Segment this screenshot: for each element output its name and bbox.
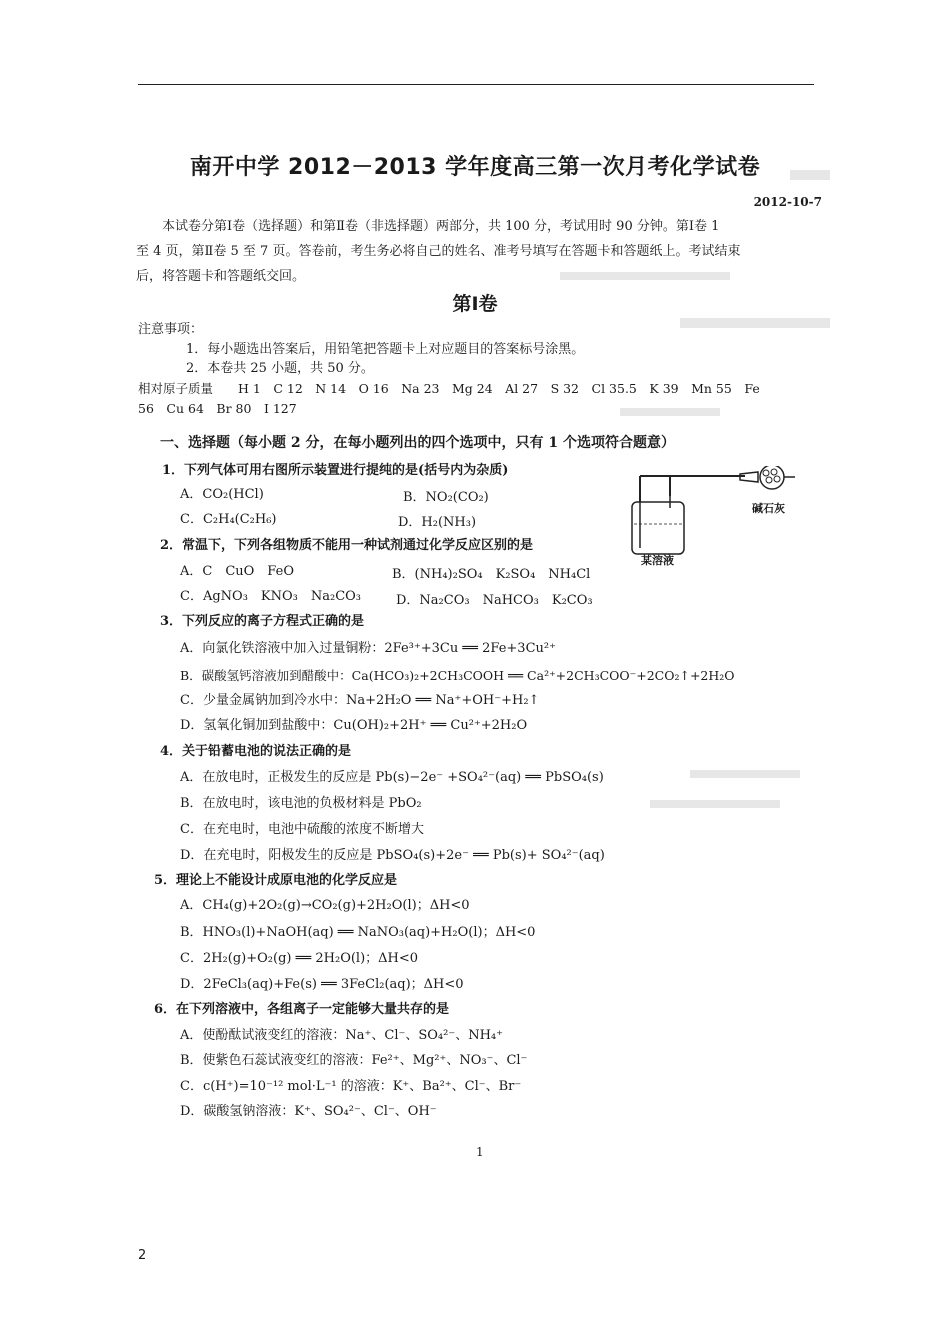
intro-line-3: 后，将答题卡和答题纸交回。 (136, 269, 306, 284)
apparatus-label-soda-lime: 碱石灰 (752, 502, 785, 515)
question-6-option-b: B．使紫色石蕊试液变红的溶液：Fe²⁺、Mg²⁺、NO₃⁻、Cl⁻ (180, 1053, 528, 1068)
question-5-stem: 5．理论上不能设计成原电池的化学反应是 (154, 873, 398, 888)
question-4-option-c: C．在充电时，电池中硫酸的浓度不断增大 (180, 822, 424, 837)
question-1-option-d: D．H₂(NH₃) (398, 515, 477, 530)
question-1-option-a: A．CO₂(HCl) (180, 487, 264, 502)
document-page-number: 2 (138, 1248, 147, 1263)
page-number: 1 (476, 1145, 484, 1159)
atomic-masses-1: 相对原子质量 H 1 C 12 N 14 O 16 Na 23 Mg 24 Al 27 S 32 Cl 35.5 K 39 Mn 55 Fe (138, 381, 760, 396)
question-2-option-b: B．(NH₄)₂SO₄ K₂SO₄ NH₄Cl (392, 567, 591, 582)
question-3-option-b: B．碳酸氢钙溶液加到醋酸中：Ca(HCO₃)₂+2CH₃COOH ══ Ca²⁺+2CH₃COO⁻+2CO₂↑+2H₂O (180, 668, 735, 683)
exam-date: 2012-10-7 (753, 195, 822, 209)
question-2-option-c: C．AgNO₃ KNO₃ Na₂CO₃ (180, 589, 362, 604)
scan-smudge (680, 318, 830, 328)
question-3-stem: 3．下列反应的离子方程式正确的是 (160, 614, 365, 629)
question-3-option-c: C．少量金属钠加到冷水中：Na+2H₂O ══ Na⁺+OH⁻+H₂↑ (180, 693, 540, 708)
question-4-stem: 4．关于铅蓄电池的说法正确的是 (160, 744, 352, 759)
question-2-option-a: A．C CuO FeO (180, 564, 294, 579)
question-4-option-d: D．在充电时，阳极发生的反应是 PbSO₄(s)+2e⁻ ══ Pb(s)+ SO₄²⁻(aq) (180, 848, 605, 863)
question-2-option-d: D．Na₂CO₃ NaHCO₃ K₂CO₃ (396, 593, 593, 608)
intro-line-2: 至 4 页，第Ⅱ卷 5 至 7 页。答卷前，考生务必将自己的姓名、准考号填写在答题卡和答题纸上。考试结束 (136, 244, 741, 259)
exam-instructions (136, 214, 824, 289)
part-heading: 一、选择题（每小题 2 分，在每小题列出的四个选项中，只有 1 个选项符合题意） (160, 435, 675, 451)
scan-smudge (650, 800, 780, 808)
note-1: 1．每小题选出答案后，用铅笔把答题卡上对应题目的答案标号涂黑。 (186, 342, 585, 357)
question-5-option-c: C．2H₂(g)+O₂(g) ══ 2H₂O(l)；ΔH<0 (180, 951, 419, 966)
question-3-option-a: A．向氯化铁溶液中加入过量铜粉：2Fe³⁺+3Cu ══ 2Fe+3Cu²⁺ (180, 641, 556, 656)
note-2: 2．本卷共 25 小题，共 50 分。 (186, 361, 374, 376)
question-5-option-b: B．HNO₃(l)+NaOH(aq) ══ NaNO₃(aq)+H₂O(l)；ΔH<0 (180, 925, 536, 940)
question-6-stem: 6．在下列溶液中，各组离子一定能够大量共存的是 (154, 1002, 450, 1017)
question-1-option-b: B．NO₂(CO₂) (403, 490, 489, 505)
section-title: 第Ⅰ卷 (452, 293, 498, 315)
question-4-option-b: B．在放电时，该电池的负极材料是 PbO₂ (180, 796, 422, 811)
question-5-option-d: D．2FeCl₃(aq)+Fe(s) ══ 3FeCl₂(aq)；ΔH<0 (180, 977, 464, 992)
top-rule (138, 84, 814, 85)
notes-heading: 注意事项： (138, 322, 204, 337)
question-2-stem: 2．常温下，下列各组物质不能用一种试剂通过化学反应区别的是 (160, 538, 534, 553)
question-3-option-d: D．氢氧化铜加到盐酸中：Cu(OH)₂+2H⁺ ══ Cu²⁺+2H₂O (180, 718, 528, 733)
atomic-masses-2: 56 Cu 64 Br 80 I 127 (138, 401, 297, 416)
scan-smudge (620, 408, 720, 416)
exam-title: 南开中学 2012－2013 学年度高三第一次月考化学试卷 (189, 155, 761, 180)
question-6-option-d: D．碳酸氢钠溶液：K⁺、SO₄²⁻、Cl⁻、OH⁻ (180, 1104, 437, 1119)
question-1-stem: 1．下列气体可用右图所示装置进行提纯的是(括号内为杂质) (162, 463, 509, 478)
question-6-option-a: A．使酚酞试液变红的溶液：Na⁺、Cl⁻、SO₄²⁻、NH₄⁺ (180, 1028, 503, 1043)
gas-washing-apparatus-figure (630, 466, 800, 566)
question-1-option-c: C．C₂H₄(C₂H₆) (180, 512, 277, 527)
scan-smudge (690, 770, 800, 778)
question-5-option-a: A．CH₄(g)+2O₂(g)→CO₂(g)+2H₂O(l)；ΔH<0 (180, 898, 470, 913)
intro-line-1: 本试卷分第Ⅰ卷（选择题）和第Ⅱ卷（非选择题）两部分，共 100 分，考试用时 90 分钟。第Ⅰ卷 1 (162, 219, 720, 234)
question-4-option-a: A．在放电时，正极发生的反应是 Pb(s)−2e⁻ +SO₄²⁻(aq) ══ PbSO₄(s) (180, 770, 604, 785)
question-6-option-c: C．c(H⁺)=10⁻¹² mol·L⁻¹ 的溶液：K⁺、Ba²⁺、Cl⁻、Br⁻ (180, 1079, 522, 1094)
apparatus-label-solution: 某溶液 (641, 554, 674, 567)
